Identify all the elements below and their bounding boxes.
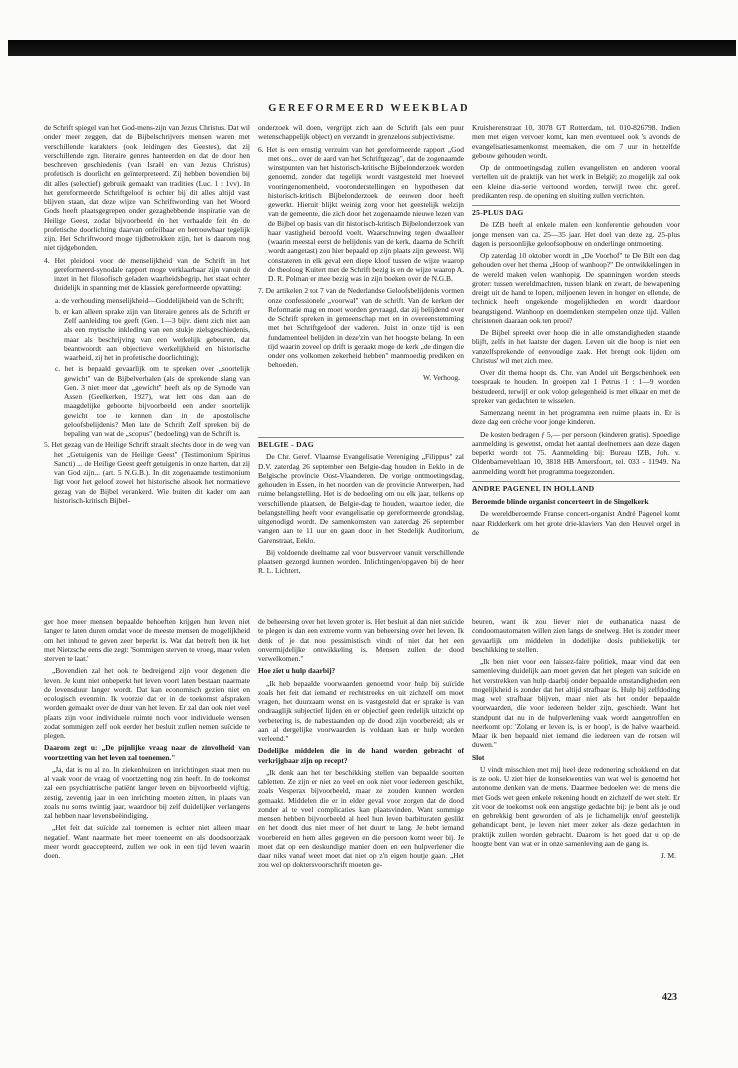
section-heading-belgie: BELGIE - DAG [258, 437, 464, 449]
paragraph: ger hoe meer mensen bepaalde behoeften krijgen hun leven niet langer te laten duren omdat voor de meeste mensen de mogelijkheid om het inhoud te geven zeer beperkt is. Wat dat betreft ben ik het met Nietzsche eens die zegt: 'Sommigen sterven te vroeg, maar velen sterven te laat.' [44, 617, 250, 663]
column-6 [472, 617, 680, 992]
paragraph: Samenzang neemt in het programma een ruime plaats in. Er is deze dag een crèche voor jonge kinderen. [472, 408, 680, 427]
paragraph: Over dit thema hoopt ds. Chr. van Andel uit Bergschenhoek een toespraak te houden. In groepen zal 1 Petrus 1 : 1—9 worden bestudeerd, terwijl er ook volop gelegenheid is met elkaar en met de spreker van gedachten te wisselen. [472, 368, 680, 405]
author-signature: J. M. [660, 851, 676, 860]
paragraph: De Bijbel spreekt over hoop die in alle omstandigheden staande blijft, zelfs in het laatste der dagen. Leven uit die hoop is niet een vanzelfsprekende of eenvoudige zaak. Het brengt ook lijden om Christus' wil met zich mee. [472, 328, 680, 365]
numbered-item-7: 7. De artikelen 2 tot 7 van de Nederlandse Geloofsbelijdenis vormen onze confessionele „voorwal" van de schrift. Van de kerken der Reformatie mag en moet worden gevraagd, dat zij belijdend over de Schrift spreken in gemeenschap met en in overeenstemming met het Schriftgeloof der vaderen. Juist in onze tijd is een fundamenteel belijden in deze'zin van het hoogste belang. In een tijd waarin zoveel op drift is geraakt moge de kerk „de dingen die onder ons volkomen zekerheid hebben" manmoedig prediken en behoeden. [258, 286, 464, 370]
paragraph: De IZB heeft al enkele malen een konferentie gehouden voor jonge mensen van ca. 25—35 jaar. Het doel van deze zg. 25-plus dagen is persoonlijke geloofsopbouw en onderlinge ontmoeting. [472, 220, 680, 248]
paragraph: „Bovendien zal het ook te bedreigend zijn voor degenen die leven. Je kunt niet onbeperkt het leven voort laten bestaan naarmate de levensduur langer wordt. Dat kan economisch gezien niet en ecologisch evenmin. Ik voorzie dat er in de toekomst afspraken worden gemaakt over de duur van het leven. Er zal dan ook niet veel plaats zijn voor individuele ruimte noch voor individuele wensen zodat sommigen zelf ook eerder het besluit zullen nemen suïcide te plegen. [44, 666, 250, 740]
paragraph: De Chr. Geref. Vlaamse Evangelisatie Vereniging „Filippus" zal D.V. zaterdag 26 september een Belgie-dag houden in Eeklo in de Belgische provincie Oost-Vlaanderen. De vorige ontmoetingsdag, gehouden in Essen, in het noorden van de provincie Antwerpen, had ruime belangstelling. Het is de bedoeling om nu elk jaar, telkens op verschillende plaatsen, de Belgie-dag te houden, waartoe ieder, die belangstelling heeft voor evangelisatie op gereformeerde grondslag, uitgenodigd wordt. De samenkomsten van zaterdag 26 september vangen aan te 11 uur en gaan door in het Stedelijk Auditorium, Garenstraat, Eeklo. [258, 452, 464, 545]
page-number: 423 [662, 992, 677, 1003]
paragraph: Bij voldoende deelname zal voor busvervoer vanuit verschillende plaatsen gezorgd kunnen worden. Inlichtingen/opgaven bij de heer R. L. Lichtert, [258, 547, 464, 576]
top-scan-border [8, 40, 736, 56]
paragraph: de Schrift spiegel van het God-mens-zijn van Jezus Christus. Dat wil onder meer zeggen, dat de Bijbelschrijvers mensen waren met verschillende karakters (ook leidingen des Geestes), dat zij verschillende zgn. literaire genres hanteerden en dat de door hen beschreven geschiedenis (van Israël en van Jezus Christus) profetisch is doorlicht en geïnterpreteerd. Zij hebben bovendien bij dit alles (selectief) gebruik gemaakt van tradities (Luc. 1 : 1vv). In het gereformeerde Schriftgeloof is echter bij dit alles altijd vast blijven staan, dat deze wijze van Schriftwording van het Woord Gods heeft plaatsgegrepen onder gezaghebbende inspiratie van de Heilige Geest, zodat bijvoorbeeld én het verhaalde feit én de profetische doorlichting daarvan onfeilbaar en betrouwbaar tegelijk zijn. Het Schriftwoord moge tijdbetrokken zijn, het is daarom nog niet tijdgebonden. [44, 123, 250, 253]
paragraph: „Ik ben niet voor een laissez-faire politiek, maar vind dat een samenleving duidelijk aan moet geven dat het plegen van suïcide en het verstrekken van hulp daarbij onder bepaalde omstandigheden een mogelijkheid is zonder dat het altijd strafbaar is. Hulp bij zelfdoding mag wel strafbaar blijven, maar niet als het onder bepaalde voorwaarden, die voor iedereen helder zijn, geschiedt. Want het standpunt dat nu in de hulpverlening vaak wordt aangetroffen en neerkomt op: 'Zolang er leven is, is er hoop', is de halve waarheid. Maar ik ben bepaald niet iemand die iedereen van de rotsen wil duwen." [472, 657, 680, 750]
paragraph: „Het feit dat suïcide zal toenemen is echter niet alleen maar negatief. Want naarmate het meer toeneemt en als doodsoorzaak meer wordt geaccepteerd, zullen we ook in een tijd leven waarin doen. [44, 823, 250, 860]
section-heading-25-plus: 25-PLUS DAG [472, 205, 680, 217]
numbered-item-5: 5. Het gezag van de Heilige Schrift straalt slechts door in de weg van het „Getuigenis van de Heilige Geest" (Testimonium Spiritus Sancti) ... de Heilige Geest geeft getuigenis in onze harten, dat zij van God zijn... (art. 5 N.G.B.). In dit zogenaamde testimonium ligt voor het geloof zowel het historische alsook het normatieve gezag van de Bijbel verankerd. Wie buiten dit kader om aan historisch-kritisch Bijbel- [44, 440, 250, 505]
paragraph: De kosten bedragen ƒ 5,— per persoon (kinderen gratis). Spoedige aanmelding is gewenst, omdat het aantal deelnemers aan deze dagen beperkt wordt tot 75. Aanmelding bij: Bureau IZB, Joh. v. Oldenbarneveltlaan 10, 3818 HB Amersfoort, tel. 033 - 11949. Na aanmelding wordt het programma toegezonden. [472, 429, 680, 476]
column-5 [258, 617, 464, 992]
column-1 [44, 123, 250, 611]
section-subheading: Beroemde blinde organist concerteert in de Singelkerk [472, 497, 649, 506]
column-2 [258, 123, 464, 428]
paragraph: de beheersing over het leven groter is. Het besluit al dan niet suïcide te plegen is dan een extreme vorm van beheersing over het leven. Ik denk of je dat nou pessimistisch vindt of niet dat het een onvermijdelijke ontwikkeling is. Mensen zullen de dood verwelkomen." [258, 617, 464, 663]
paragraph: „Ik heb bepaalde voorwaarden genoemd voor hulp bij suïcide zoals het feit dat iemand er rechtstreeks en uit zichzelf om moet vragen, het duurzaam wenst en is vastgesteld dat er sprake is van ondraaglijk subjectief lijden en er objectief geen redelijk uitzicht op verbetering is, de nabestaanden op de dood zijn voorbereid; als er aan al dergelijke voorwaarden is voldaan kan er hulp worden verleend." [258, 678, 464, 743]
paragraph: Kruisherenstraat 10, 3078 GT Rotterdam, tel. 010-826798. Indien men met eigen vervoer komt, kan men eventueel ook 's avonds de evangelisatiesamenkomst meemaken, die om 7 uur in hetzelfde gebouw gehouden wordt. [472, 123, 680, 160]
sub-item-b: b. er kan alleen sprake zijn van literaire genres als de Schrift er Zelf aanleiding toe geeft (Gen. 1—3 bijv. dient zich niet aan als een mytische inkleding van een stukje zielsgeschiedenis, maar als beschrijving van een werkelijk gebeuren, dat beantwoordt aan objectieve werkelijkheid en historische waarheid, zij het in profetische doorlichting); [55, 306, 250, 362]
interview-question: Hoe ziet u hulp daarbij? [258, 666, 336, 676]
paragraph: „Ja, dat is nu al zo. In ziekenhuizen en inrichtingen staat men nu al vaak voor de vraag of voortzetting nog zin heeft. In de toekomst zal een psychiatrische patiënt langer leven en bijvoorbeeld vijftig, zestig, zeventig jaar in een inrichting moeten zitten, in plaats van zoals nu soms twintig jaar, waardoor bij zelf duidelijker verlangens zal hebben naar levensbeëindiging. [44, 764, 250, 820]
numbered-item-6: 6. Het is een ernstig verzuim van het gereformeerde rapport „God met ons... over de aard van het Schriftgezag", dat de zogenaamde winstpunten van het historisch-kritische Bijbelonderzoek worden genoemd, zonder dat tegelijk wordt vastgesteld met hoeveel vooringenomenheid, vooronderstellingen en hypothesen dat historisch-kritisch Bijbelonderzoek de eeuwen door heeft gewerkt. Hieruit blijkt weinig zorg voor het geestelijk welzijn van de gemeente, die zich door het zogenaamde nieuwe lezen van de Bijbel op basis van dit historisch-kritisch Bijbelonderzoek van haar vastigheid beroofd voelt. Waarschuwing tegen dwaalleer (waarin meestal eerst de belijdenis van de kerk, daarna de Schrift wordt aangetast) zou hier bepaald op zijn plaats zijn geweest. Wij constateren in elk geval een diepe kloof tussen de wijze waarop de theoloog Kuitert met de Schrift bezig is en de wijze waarop A. D. R. Polman er mee bezig was in zijn boeken over de N.G.B. [258, 144, 464, 283]
section-heading-pagenel: ANDRE PAGENEL IN HOLLAND [472, 481, 680, 493]
paragraph: Op de ontmoetingsdag zullen evangelisten en anderen vooral vertellen uit de praktijk van het werk in België; zo mogelijk zal ook een kleine dia-serie vertoond worden, terwijl twee chr. geref. predikanten resp. de opening en sluiting zullen verrichten. [472, 163, 680, 200]
paragraph: U vindt misschien met mij heel deze redenering schokkend en dat is ze ook. U ziet hier de konsekwenties van wat wel is genoemd het autonome denken van de mens. Daarmee bedoelen we: de mens die met Gods wet geen enkele rekening houdt en zichzelf de wet stelt. Er zit voor de toekomst ook een angstige gedachte bij: je bent als je oud en gebrekkig bent geworden of als je lichamelijk en/of geestelijk gehandicapt bent, je leven niet meer zeker als deze gedachten in praktijk zullen worden gebracht. Daarom is het goed dat u op de hoogte bent van wat er in onze samenleving aan de gang is. [472, 764, 680, 848]
numbered-item-4: 4. Het pleidooi voor de menselijkheid van de Schrift in het gereformeerd-synodale rapport moge verklaarbaar zijn vanuit de inzet in het filosofisch geladen waarheidsbegrip, het staat echter duidelijk in spanning met de klassiek gereformeerde opvatting: [44, 255, 250, 293]
paragraph: De wereldberoemde Franse concert-organist André Pagenel komt naar Ridderkerk om het grote drie-klaviers Van den Heuvel orgel in de [472, 509, 680, 537]
paragraph: „Ik denk aan het ter beschikking stellen van bepaalde soorten tabletten. Ze zijn er niet zo veel en ook niet voor iedereen geschikt, zoals Vesperax bijvoorbeeld, maar ze zouden kunnen worden gemaakt. Middelen die er in elder geval voor zorgen dat de dood zonder al te veel complicaties kan plaatsvinden. Want sommige mensen hebben bijvoorbeeld al heel hun leven barbituraten geslikt en het doodt dus niet meer of het duurt te lang. Je hebt iemand voorbereid en hem alles gegeven en die persoon komt weer bij. Je moet dat op een deskundige manier doen en een hulpverlener die daar niks vanaf weet moet dat niet op z'n eigen houtje gaan. „Het zou wel op doktersvoorschrift moeten ge- [258, 767, 464, 870]
column-3 [472, 123, 680, 611]
author-signature: W. Verhoog. [423, 372, 460, 382]
paragraph: beuren, want ik zou liever niet de euthanatica naast de condoomautomaten willen zien langs de snelweg. Het is zonder meer gevaarlijk om middelen in dodelijke dosis publiekelijk ter beschikking te stellen. [472, 617, 680, 654]
column-4 [44, 617, 250, 992]
column-2-belgie [258, 432, 464, 610]
page-header-title: GEREFORMEERD WEEKBLAD [268, 103, 470, 114]
sub-item-c: c. het is bepaald gevaarlijk om te spreken over „soortelijk gewicht" van de Bijbelverhalen (als de sprekende slang van Gen. 3 niet meer dat „gewicht" heeft als op de Synode van Assen (Geelkerken, 1927), wat lett ons dan aan de maagdelijke geboorte bijvoorbeeld een ander soortelijk gewicht toe te kennen dan in de apostolische geloofsbelijdenis? Men late de Schrift Zelf spreken bij de bepaling van wat de „scopus" (bedoeling) van de Schrift is. [55, 364, 250, 438]
sub-item-a: a. de verhouding menselijkheid—Goddelijkheid van de Schrift; [55, 295, 244, 305]
interview-question: Daarom zegt u: „De pijnlijke vraag naar de zinvolheid van voortzetting van het leven zal toenemen." [44, 743, 250, 762]
paragraph: onderzoek wil doen, vergrijpt zich aan de Schrift (als een puur wetenschappelijk object) en verzandt in grenzeloos subjectivisme. [258, 123, 464, 142]
interview-question: Dodelijke middelen die in de hand worden gebracht of verkrijgbaar zijn op recept? [258, 746, 464, 765]
section-heading-slot: Slot [472, 752, 485, 762]
paragraph: Op zaterdag 10 oktober wordt in „De Voorhof" te De Bilt een dag gehouden over het thema „Hoop of wanhoop?" De ontwikkelingen in de wereld maken velen wanhopig. De spanningen worden steeds groter: tussen wereldmachten, tussen blank en zwart, de bewapening dreigt uit de hand te lopen, miljoenen leven in honger en ellende, de technick heeft ongekende mogelijkheden en wordt daardoor beangstigend. Wanhoop en doemdenken stempelen onze tijd. Vallen christenen daaraan ook ten prooi? [472, 251, 680, 325]
